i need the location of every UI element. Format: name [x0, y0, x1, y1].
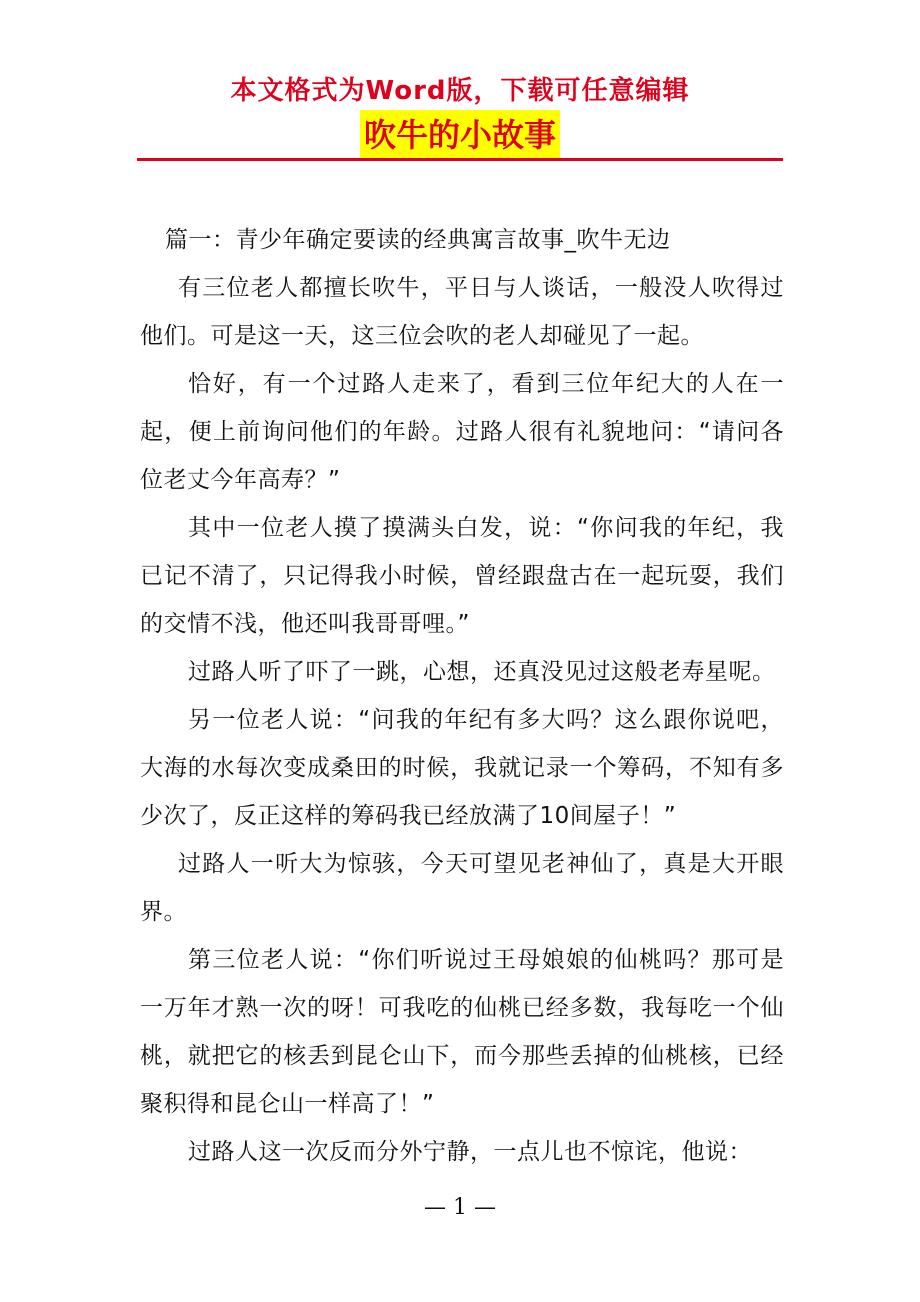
title-container [0, 110, 920, 160]
section-heading: 篇一：青少年确定要读的经典寓言故事_吹牛无边 [165, 227, 671, 253]
paragraph: 恰好，有一个过路人走来了，看到三位年纪大的人在一起，便上前询问他们的年龄。过路人很有礼貌地问：“请问各位老丈今年高寿？” [140, 371, 784, 493]
paragraph: 另一位老人说：“问我的年纪有多大吗？这么跟你说吧，大海的水每次变成桑田的时候，我就记录一个筹码，不知有多少次了，反正这样的筹码我已经放满了10间屋子！” [140, 707, 784, 829]
page-number: — 1 — [424, 1195, 496, 1220]
document-title: 吹牛的小故事 [360, 110, 560, 160]
paragraph: 第三位老人说：“你们听说过王母娘娘的仙桃吗？那可是一万年才熟一次的呀！可我吃的仙桃已经多数，我每吃一个仙桃，就把它的核丢到昆仑山下，而今那些丢掉的仙桃核，已经聚积得和昆仑山一样高了！” [140, 947, 784, 1117]
paragraph: 过路人这一次反而分外宁静，一点儿也不惊诧，他说： [188, 1139, 752, 1165]
document-body [140, 216, 784, 1176]
paragraph: 过路人听了吓了一跳，心想，还真没见过这般老寿星呢。 [188, 659, 776, 685]
paragraph: 其中一位老人摸了摸满头白发，说：“你问我的年纪，我已记不清了，只记得我小时候，曾经跟盘古在一起玩耍，我们的交情不浅，他还叫我哥哥哩。” [140, 515, 784, 637]
paragraph: 有三位老人都擅长吹牛，平日与人谈话，一般没人吹得过他们。可是这一天，这三位会吹的老人却碰见了一起。 [140, 275, 784, 349]
title-divider [137, 158, 783, 161]
paragraph: 过路人一听大为惊骇，今天可望见老神仙了，真是大开眼界。 [140, 851, 784, 925]
format-banner: 本文格式为Word版，下载可任意编辑 [230, 76, 690, 106]
